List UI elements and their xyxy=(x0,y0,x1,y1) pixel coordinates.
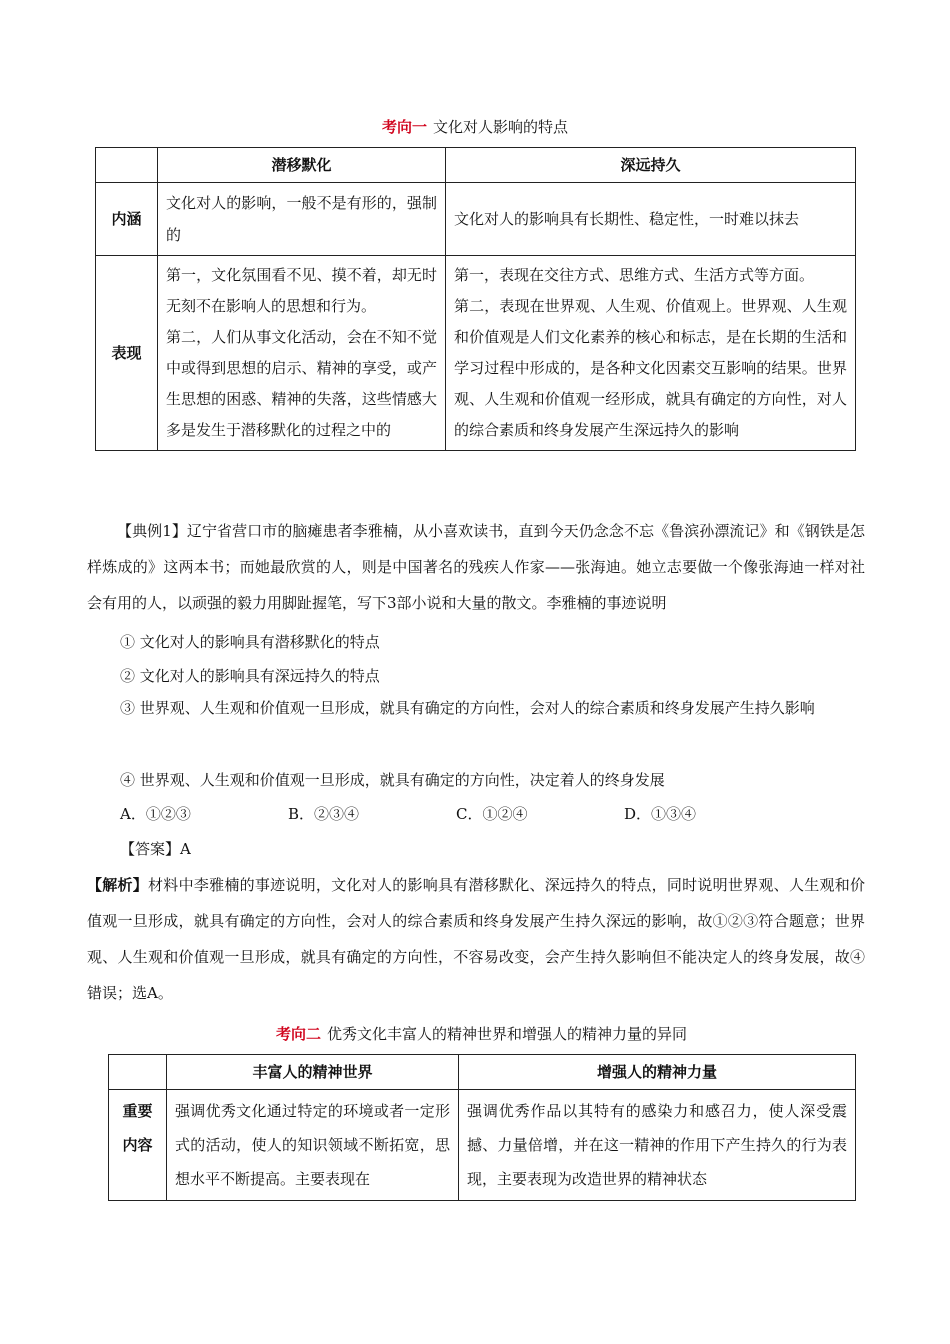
option-3: ③ 世界观、人生观和价值观一旦形成，就具有确定的方向性，会对人的综合素质和终身发展产生持久影响 xyxy=(120,699,815,717)
row-head: 重要内容 xyxy=(109,1090,167,1201)
table-row xyxy=(96,183,856,256)
table-header-cell xyxy=(109,1055,167,1090)
example-text: 辽宁省营口市的脑瘫患者李雅楠，从小喜欢读书，直到今天仍念念不忘《鲁滨孙漂流记》和《钢铁是怎样炼成的》这两本书；而她最欣赏的人，则是中国著名的残疾人作家——张海迪。她立志要做一个像张海迪一样对社会有用的人，以顽强的毅力用脚趾握笔，写下3部小说和大量的散文。李雅楠的事迹说明 xyxy=(87,522,865,612)
choice-a: A．①②③ xyxy=(120,805,191,823)
table-cell xyxy=(459,1090,856,1201)
choice-c: C．①②④ xyxy=(456,805,528,823)
example-tag: 【典例1】 xyxy=(117,522,187,540)
analysis-label: 【解析】 xyxy=(87,876,149,894)
section2-title xyxy=(108,1024,855,1044)
table-cell xyxy=(446,256,856,451)
cell-text: 文化对人的影响，一般不是有形的，强制的 xyxy=(166,194,437,244)
table-header-cell xyxy=(96,148,158,183)
table-header-cell: 潜移默化 xyxy=(158,148,446,183)
table-cell xyxy=(446,183,856,256)
cell-text: 文化对人的影响具有长期性、稳定性，一时难以抹去 xyxy=(454,210,800,228)
answer-label: 【答案】 xyxy=(120,840,181,858)
table-header-row xyxy=(109,1055,856,1090)
table-row xyxy=(109,1090,856,1201)
cell-text: 第二，人们从事文化活动，会在不知不觉中或得到思想的启示、精神的享受，或产生思想的困惑、精神的失落，这些情感大多是发生于潜移默化的过程之中的 xyxy=(166,328,437,439)
section1-title xyxy=(95,117,855,137)
option-2: ② 文化对人的影响具有深远持久的特点 xyxy=(120,667,380,685)
table-header-cell: 增强人的精神力量 xyxy=(459,1055,856,1090)
table-header-cell: 深远持久 xyxy=(446,148,856,183)
section1-heading: 文化对人影响的特点 xyxy=(433,118,569,136)
section1-table xyxy=(95,147,856,451)
cell-text: 强调优秀作品以其特有的感染力和感召力，使人深受震撼、力量倍增，并在这一精神的作用下产生持久的行为表现，主要表现为改造世界的精神状态 xyxy=(467,1102,847,1188)
option-1: ① 文化对人的影响具有潜移默化的特点 xyxy=(120,633,380,651)
row-head: 内涵 xyxy=(96,183,158,256)
answer-choices xyxy=(120,803,820,825)
table-cell xyxy=(158,183,446,256)
option-4: ④ 世界观、人生观和价值观一旦形成，就具有确定的方向性，决定着人的终身发展 xyxy=(120,771,665,789)
choice-d: D．①③④ xyxy=(624,805,697,823)
table-cell xyxy=(167,1090,459,1201)
section1-label: 考向一 xyxy=(381,118,427,136)
section2-table xyxy=(108,1054,856,1201)
table-header-row xyxy=(96,148,856,183)
analysis xyxy=(87,867,865,1011)
answer-value: A xyxy=(180,840,191,858)
cell-text: 第二，表现在世界观、人生观、价值观上。世界观、人生观和价值观是人们文化素养的核心和标志，是在长期的生活和学习过程中形成的，是各种文化因素交互影响的结果。世界观、人生观和价值观一经形成，就具有确定的方向性，对人的综合素质和终身发展产生深远持久的影响 xyxy=(454,297,847,439)
cell-text: 第一，表现在交往方式、思维方式、生活方式等方面。 xyxy=(454,266,815,284)
example-question xyxy=(87,513,865,621)
section2-heading: 优秀文化丰富人的精神世界和增强人的精神力量的异同 xyxy=(327,1025,688,1043)
row-head: 表现 xyxy=(96,256,158,451)
analysis-text: 材料中李雅楠的事迹说明，文化对人的影响具有潜移默化、深远持久的特点，同时说明世界观、人生观和价值观一旦形成，就具有确定的方向性，会对人的综合素质和终身发展产生持久深远的影响，故①②③符合题意；世界观、人生观和价值观一旦形成，就具有确定的方向性，不容易改变，会产生持久影响但不能决定人的终身发展，故④错误；选A。 xyxy=(87,876,865,1002)
table-header-cell: 丰富人的精神世界 xyxy=(167,1055,459,1090)
table-cell xyxy=(158,256,446,451)
cell-text: 强调优秀文化通过特定的环境或者一定形式的活动，使人的知识领域不断拓宽，思想水平不断提高。主要表现在 xyxy=(175,1102,450,1188)
section2-label: 考向二 xyxy=(275,1025,321,1043)
cell-text: 第一，文化氛围看不见、摸不着，却无时无刻不在影响人的思想和行为。 xyxy=(166,266,437,315)
answer-line xyxy=(120,838,420,860)
choice-b: B．②③④ xyxy=(288,805,360,823)
table-row xyxy=(96,256,856,451)
